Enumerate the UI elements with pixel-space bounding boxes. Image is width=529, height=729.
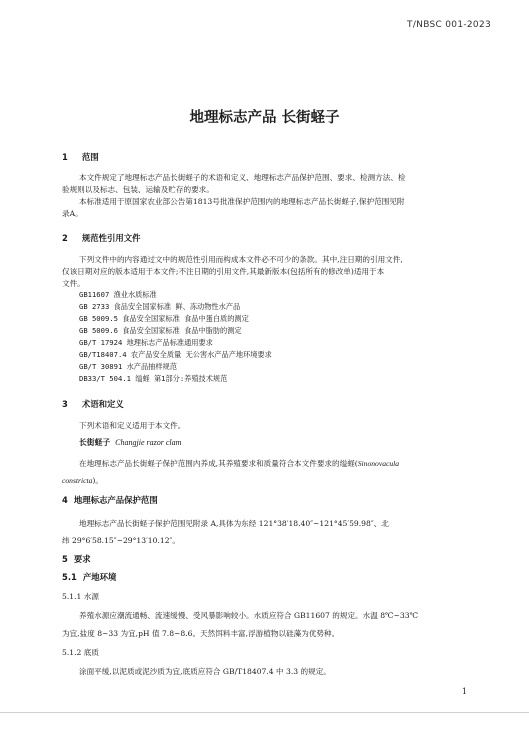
paragraph-line: 涂面平缓,以泥质或泥沙质为宜,底质应符合 GB/T18407.4 中 3.3 的规定。 [79, 667, 331, 676]
definition-text: )。 [92, 476, 103, 485]
latin-species: constricta [62, 476, 93, 485]
section-5-heading [62, 553, 91, 565]
page-number: 1 [461, 687, 467, 696]
section-number: 1 [62, 152, 68, 162]
term-entry [79, 437, 181, 448]
paragraph-line: 为宜,盐度 8~33 为宜,pH 值 7.8~8.6。天然饵料丰富,浮游植物以硅藻为优势种。 [62, 629, 340, 638]
page-title: 地理标志产品 长街蛏子 [189, 110, 340, 126]
definition-line [79, 458, 399, 469]
paragraph-line: 下列文件中的内容通过文中的规范性引用而构成本文件必不可少的条款。其中,注日期的引用文件, [79, 255, 403, 264]
paragraph-line: 养殖水源应潮流通畅、流速缓慢、受风暴影响较小。水质应符合 GB11607 的规定。水温 8℃~33℃ [79, 611, 419, 620]
clause-5-1-2-label: 5.1.2 底质 [62, 648, 99, 657]
paragraph-line: 录A。 [62, 209, 83, 218]
section-title: 地理标志产品保护范围 [73, 495, 158, 505]
section-3-heading [62, 398, 124, 410]
definition-line [62, 475, 103, 486]
term-english: Changjie razor clam [115, 438, 182, 447]
term-chinese: 长街蛏子 [79, 438, 111, 447]
paragraph-line: 地理标志产品长街蛏子保护范围见附录 A,具体为东经 121°38′18.40″~121°45′59.98″、北 [79, 519, 389, 528]
subsection-5-1-heading [62, 571, 116, 583]
section-2-heading [62, 232, 140, 244]
reference-item: GB/T 30891 水产品抽样规范 [79, 362, 177, 371]
reference-item: DB33/T 504.1 缢蛏 第1部分:养殖技术规范 [79, 374, 228, 383]
document-code: T/NBSC 001-2023 [407, 20, 491, 30]
section-1-heading [62, 151, 99, 163]
reference-item: GB/T 17924 地理标志产品标准通用要求 [79, 338, 213, 347]
section-number: 5 [62, 554, 68, 564]
definition-text: 在地理标志产品长街蛏子保护范围内养成,其养殖要求和质量符合本文件要求的缢蛏( [79, 459, 358, 468]
section-title: 规范性引用文件 [81, 233, 141, 243]
reference-item: GB/T18407.4 农产品安全质量 无公害水产品产地环境要求 [79, 350, 272, 359]
reference-item: GB 5009.5 食品安全国家标准 食品中蛋白质的测定 [79, 314, 249, 323]
section-number: 2 [62, 233, 68, 243]
paragraph-line: 仅该日期对应的版本适用于本文件;不注日期的引用文件,其最新版本(包括所有的修改单)适用于本 [62, 267, 385, 276]
paragraph-line: 纬 29°6′58.15″~29°13′10.12″。 [62, 536, 180, 545]
paragraph-line: 文件。 [62, 279, 85, 288]
section-title: 范围 [81, 152, 99, 162]
section-number: 4 [62, 495, 68, 505]
subsection-title: 产地环境 [82, 572, 117, 582]
paragraph-line: 本文件规定了地理标志产品长街蛏子的术语和定义、地理标志产品保护范围、要求、检测方法、检 [79, 173, 406, 182]
reference-item: GB 2733 食品安全国家标准 鲜、冻动物性水产品 [79, 302, 241, 311]
paragraph-line: 本标准适用于原国家农业部公告第1813号批准保护范围内的地理标志产品长街蛏子,保护范围见附 [79, 197, 405, 206]
paragraph-line: 验规则以及标志、包装、运输及贮存的要求。 [62, 185, 214, 194]
section-title: 要求 [73, 554, 91, 564]
reference-item: GB11607 渔业水质标准 [79, 290, 157, 299]
paragraph-line: 下列术语和定义适用于本文件。 [79, 421, 186, 430]
section-4-heading [62, 494, 158, 506]
section-number: 3 [62, 399, 68, 409]
page-bottom-divider [0, 712, 529, 713]
latin-genus: Sinonovacula [357, 459, 400, 468]
clause-5-1-1-label: 5.1.1 水源 [62, 592, 99, 601]
reference-item: GB 5009.6 食品安全国家标准 食品中脂肪的测定 [79, 326, 242, 335]
section-title: 术语和定义 [81, 399, 124, 409]
subsection-number: 5.1 [62, 572, 77, 582]
